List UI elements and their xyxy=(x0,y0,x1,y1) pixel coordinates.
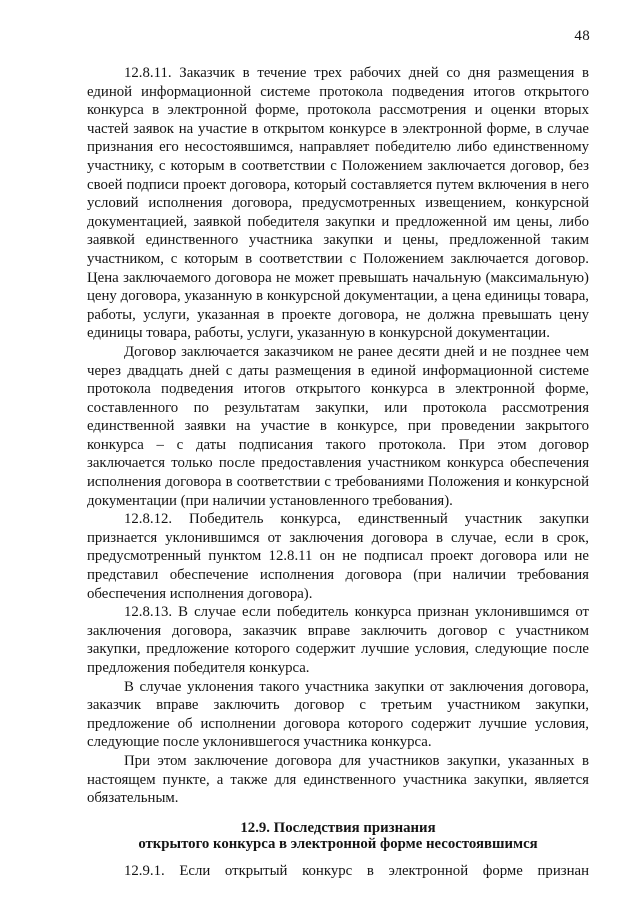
document-body xyxy=(87,64,589,880)
paragraph-12-8-13: 12.8.13. В случае если победитель конкурса признан уклонившимся от заключения договора, заказчик вправе заключить договор с участником закупки, предложение которого содержит лучшие условия, следующие после предложения победителя конкурса. xyxy=(87,604,589,676)
section-heading-line-1: 12.9. Последствия признания xyxy=(240,819,436,836)
paragraph-mandatory: При этом заключение договора для участников закупки, указанных в настоящем пункте, а также для единственного участника закупки, является обязательным. xyxy=(87,752,589,807)
last-paragraph-wrapper xyxy=(87,862,589,881)
section-heading-12-9 xyxy=(87,820,589,852)
paragraph-12-9-1: 12.9.1. Если открытый конкурс в электронной форме признан xyxy=(124,862,589,879)
section-heading-line-2: открытого конкурса в электронной форме несостоявшимся xyxy=(138,835,538,852)
paragraph-12-8-11: 12.8.11. Заказчик в течение трех рабочих дней со дня размещения в единой информационной системе протокола подведения итогов открытого конкурса в электронной форме, протокола рассмотрения и оценки вторых частей заявок на участие в открытом конкурсе в электронной форме, в случае признания его несостоявшимся, направляет победителю либо единственному участнику, с которым в соответствии с Положением заключается договор, без своей подписи проект договора, который составляется путем включения в него условий исполнения договора, предусмотренных извещением, конкурсной документацией, заявкой победителя закупки и предложенной им цены, либо заявкой единственного участника закупки и цены, предложенной таким участником, с которым в соответствии с Положением заключается договор. Цена заключаемого договора не может превышать начальную (максимальную) цену договора, указанную в конкурсной документации, а цена единицы товара, работы, услуги, указанная в проекте договора, не должна превышать цену единицы товара, работы, услуги, указанную в конкурсной документации. xyxy=(87,65,589,342)
page-number: 48 xyxy=(574,28,590,44)
paragraph-evasion: В случае уклонения такого участника закупки от заключения договора, заказчик вправе заключить договор с третьим участником закупки, предложение об исполнении договора которого содержит лучшие условия, следующие после уклонившегося участника конкурса. xyxy=(87,678,589,751)
paragraph-12-8-12: 12.8.12. Победитель конкурса, единственный участник закупки признается уклонившимся от заключения договора в случае, если в срок, предусмотренный пунктом 12.8.11 он не подписал проект договора или не представил обеспечение исполнения договора (при наличии требования обеспечения исполнения договора). xyxy=(87,511,589,602)
paragraph-contract-term: Договор заключается заказчиком не ранее десяти дней и не позднее чем через двадцать дней с даты размещения в единой информационной системе протокола подведения итогов открытого конкурса в электронной форме, составленного по результатам закупки, или протокола рассмотрения единственной заявки на участие в конкурсе, при проведении закрытого конкурса – с даты подписания такого протокола. При этом договор заключается только после предоставления участником конкурса обеспечения исполнения договора в соответствии с требованиями Положения и конкурсной документации (при наличии установленного требования). xyxy=(87,343,589,509)
